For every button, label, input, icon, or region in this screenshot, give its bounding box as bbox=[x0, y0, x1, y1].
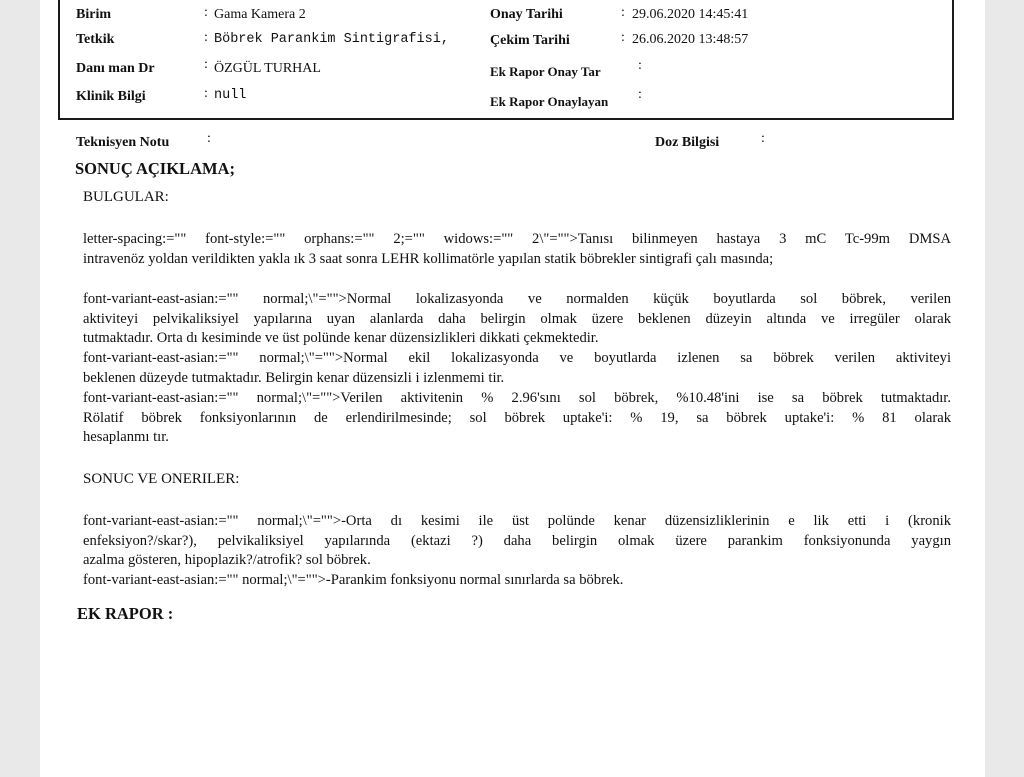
ek-rapor-title: EK RAPOR : bbox=[77, 604, 174, 623]
klinik-label: Klinik Bilgi bbox=[76, 89, 146, 104]
text-line: enfeksiyon?/skar?), pelvikaliksiyel yapılarında (ektazi ?) daha belirgin olmak üzere parankim fonksiyonunda yaygın bbox=[83, 532, 951, 549]
doz-bilgisi-colon: : bbox=[761, 131, 765, 146]
onay-tarihi-value: 29.06.2020 14:45:41 bbox=[632, 7, 749, 22]
text-line: hesaplanmı tır. bbox=[83, 429, 169, 445]
text-line: aktiviteyi pelvikaliksiyel yapılarına uyan alanlarda daha belirgin olmak üzere beklenen düzeyin altında ve irregüler olarak bbox=[83, 310, 951, 327]
text-line: beklenen düzeyde tutmaktadır. Belirgin kenar düzensizli i izlenmemi tir. bbox=[83, 369, 505, 386]
sonuc-ve-oneriler-title: SONUC VE ONERILER: bbox=[83, 471, 240, 487]
text-line: tutmaktadır. Orta dı kesiminde ve üst polünde kenar düzensizlikleri dikkati çekmektedir. bbox=[83, 330, 599, 346]
danisman-colon: : bbox=[204, 57, 208, 72]
tetkik-colon: : bbox=[204, 30, 208, 45]
ek-rapor-onaylayan-label: Ek Rapor Onaylayan bbox=[490, 94, 609, 109]
text-line: letter-spacing:="" font-style:="" orphans:="" 2;="" widows:="" 2\"="">Tanısı bilinmeyen hastaya 3 mC Tc-99m DMSA bbox=[83, 231, 951, 247]
onay-tarihi-colon: : bbox=[621, 5, 625, 20]
cekim-tarihi-label: Çekim Tarihi bbox=[490, 33, 570, 48]
onay-tarihi-label: Onay Tarihi bbox=[490, 7, 563, 22]
ek-rapor-onay-tar-colon: : bbox=[638, 58, 642, 73]
teknisyen-notu-colon: : bbox=[207, 131, 211, 146]
text-line: azalma gösteren, hipoplazik?/atrofik? sol böbrek. bbox=[83, 552, 371, 568]
bulgular-paragraph-1 bbox=[83, 230, 951, 269]
bulgular-paragraph-2 bbox=[83, 290, 951, 349]
oneriler-paragraph-2 bbox=[83, 571, 951, 591]
text-line: font-variant-east-asian:="" normal;\"="">Normal ekil lokalizasyonda ve boyutlarda izlenen sa böbrek verilen aktiviteyi bbox=[83, 350, 951, 366]
tetkik-value: Böbrek Parankim Sintigrafisi, bbox=[214, 32, 449, 47]
bulgular-paragraph-3 bbox=[83, 349, 951, 388]
text-line: font-variant-east-asian:="" normal;\"="">Verilen aktivitenin % 2.96'sını sol böbrek, %10.48'ini ise sa böbrek tutmaktadır. bbox=[83, 390, 951, 406]
bulgular-paragraph-4 bbox=[83, 389, 951, 448]
report-header-box bbox=[58, 0, 954, 120]
birim-colon: : bbox=[204, 5, 208, 20]
ek-rapor-onay-tar-label: Ek Rapor Onay Tar bbox=[490, 64, 601, 79]
text-line: font-variant-east-asian:="" normal;\"="">-Orta dı kesimi ile üst polünde kenar düzensizliklerinin e lik etti i (kronik bbox=[83, 513, 951, 529]
klinik-value: null bbox=[214, 88, 247, 103]
text-line: font-variant-east-asian:="" normal;\"="">-Parankim fonksiyonu normal sınırlarda sa böbrek. bbox=[83, 572, 624, 588]
danisman-label: Danı man Dr bbox=[76, 61, 155, 76]
cekim-tarihi-colon: : bbox=[621, 30, 625, 45]
text-line: Rölatif böbrek fonksiyonlarının de erlendirilmesinde; sol böbrek uptake'i: % 19, sa böbrek uptake'i: % 81 olarak bbox=[83, 409, 951, 426]
ek-rapor-onaylayan-colon: : bbox=[638, 87, 642, 102]
birim-label: Birim bbox=[76, 7, 111, 22]
danisman-value: ÖZGÜL TURHAL bbox=[214, 61, 321, 76]
oneriler-paragraph-1 bbox=[83, 512, 951, 571]
birim-value: Gama Kamera 2 bbox=[214, 7, 306, 22]
sonuc-aciklama-title: SONUÇ AÇIKLAMA; bbox=[75, 159, 235, 178]
text-line: font-variant-east-asian:="" normal;\"="">Normal lokalizasyonda ve normalden küçük boyutlarda sol böbrek, verilen bbox=[83, 291, 951, 307]
bulgular-title: BULGULAR: bbox=[83, 189, 169, 205]
text-line: intravenöz yoldan verildikten yakla ık 3 saat sonra LEHR kollimatörle yapılan statik böbrekler sintigrafi çalı masında; bbox=[83, 250, 774, 267]
cekim-tarihi-value: 26.06.2020 13:48:57 bbox=[632, 32, 749, 47]
tetkik-label: Tetkik bbox=[76, 32, 115, 47]
report-page bbox=[40, 0, 985, 777]
teknisyen-notu-label: Teknisyen Notu bbox=[76, 135, 170, 150]
klinik-colon: : bbox=[204, 86, 208, 101]
doz-bilgisi-label: Doz Bilgisi bbox=[655, 135, 720, 150]
